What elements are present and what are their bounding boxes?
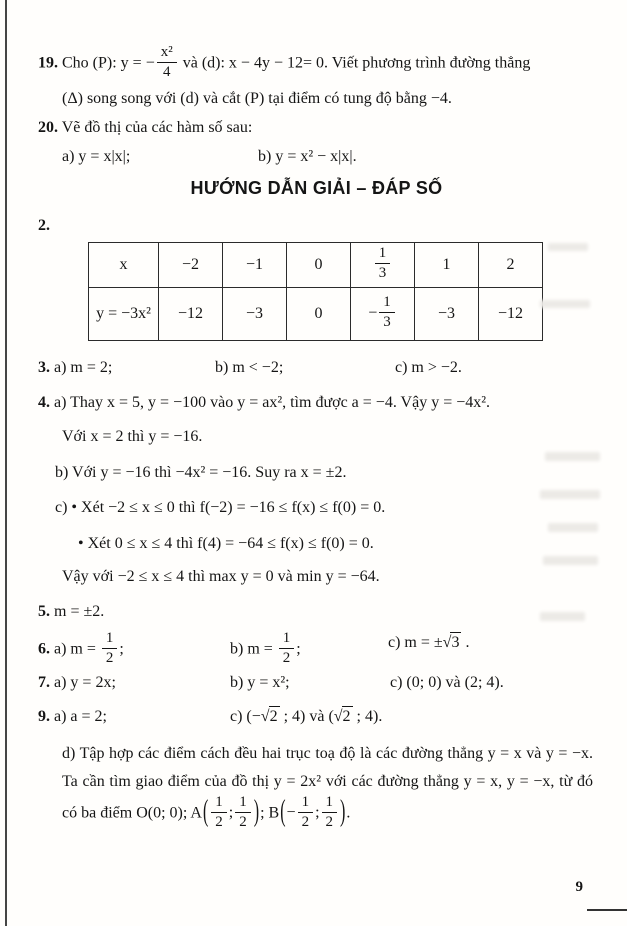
table-cell: 0 [287, 287, 351, 340]
fraction-denominator: 2 [282, 649, 291, 666]
answer-5-text: m = ±2. [54, 603, 105, 621]
answer-7-number: 7. [38, 673, 50, 691]
fraction-one-half [298, 794, 314, 830]
answer-9a-text: a) a = 2; [54, 708, 107, 726]
answer-6-part-b [230, 629, 388, 668]
fraction-denominator: 3 [383, 313, 391, 330]
problem-19-text-post: và (d): x − 4y − 12= 0. Viết phương trình đường thẳng [178, 54, 531, 72]
fraction-denominator: 2 [215, 813, 223, 830]
problem-20-part-a: a) y = x|x|; [62, 147, 131, 165]
minus-sign: − [286, 804, 296, 822]
fraction-numerator: 1 [298, 794, 314, 813]
answer-6b-pre: b) m = [230, 640, 277, 658]
fraction-denominator: 2 [325, 813, 334, 830]
answer-2-number: 2. [38, 217, 50, 235]
answer-4-line-a2: Với x = 2 thì y = −16. [62, 428, 203, 446]
fraction-denominator: 2 [301, 813, 310, 830]
answer-9d-text: d) Tập hợp các điểm cách đều hai trục toạ độ là các đường thẳng y = x và y = −x. Ta cần tìm giao điểm của đồ thị y = 2x² với các đường thẳng y = x, y = −x, từ đó có ba điểm O(0; 0); A [62, 745, 593, 822]
answer-7-part-b: b) y = x²; [230, 673, 290, 691]
fraction-one-half [211, 794, 227, 830]
answer-3-part-b: b) m < −2; [215, 358, 284, 376]
answer-4-line-a [38, 392, 595, 414]
fraction-one-half [235, 794, 251, 830]
answer-9-part-c [230, 706, 595, 728]
big-paren-open: ( [202, 795, 209, 828]
scan-edge-left [5, 0, 7, 926]
table-row-y [89, 287, 543, 340]
table-cell [351, 242, 415, 287]
table-cell [351, 287, 415, 340]
table-cell: −3 [223, 287, 287, 340]
fraction-numerator: x² [157, 44, 177, 63]
big-paren-close: ) [340, 795, 346, 828]
point-A-coordinates [202, 793, 260, 830]
problem-20-line [38, 117, 595, 139]
fraction-numerator: 1 [375, 245, 391, 264]
table-cell: −3 [415, 287, 479, 340]
answer-4-line-c1: c) • Xét −2 ≤ x ≤ 0 thì f(−2) = −16 ≤ f(x) ≤ f(0) = 0. [55, 499, 386, 517]
answer-6-part-a [38, 629, 230, 668]
answer-6-part-c [388, 632, 595, 668]
bleedthrough-artifact [548, 523, 598, 532]
table-cell: −2 [159, 242, 223, 287]
answer-5-number: 5. [38, 603, 50, 621]
answer-3-number: 3. [38, 358, 50, 376]
table-row-x [89, 242, 543, 287]
problem-19-line2: (Δ) song song với (d) và cắt (P) tại điểm có tung độ bằng −4. [62, 90, 452, 107]
bleedthrough-artifact [540, 300, 590, 308]
table-cell: y = −3x² [89, 287, 159, 340]
answer-9c-pre: c) (−√ [230, 708, 270, 726]
problem-20-part-b: b) y = x² − x|x|. [258, 147, 357, 165]
table-cell: x [89, 242, 159, 287]
answer-7a-text: a) y = 2x; [54, 673, 116, 691]
coordinate-separator: ; [315, 804, 320, 822]
bleedthrough-artifact [545, 452, 600, 461]
big-paren-close: ) [253, 795, 260, 828]
answer-4a-text: a) Thay x = 5, y = −100 vào y = ax², tìm được a = −4. Vậy y = −4x². [54, 393, 491, 411]
problem-19-number: 19. [38, 54, 58, 72]
answer-4-line-c3: Vậy với −2 ≤ x ≤ 4 thì max y = 0 và min y = −64. [62, 567, 380, 585]
table-cell: −1 [223, 242, 287, 287]
fraction-numerator: 1 [322, 794, 338, 813]
answer-3 [38, 357, 595, 379]
answer-6a-post: ; [119, 640, 124, 658]
answer-4-line-b: b) Với y = −16 thì −4x² = −16. Suy ra x = ±2. [55, 463, 347, 481]
answer-6c-pre: c) m = ±√ [388, 633, 452, 651]
sqrt-radicand: 2 [269, 708, 278, 726]
answer-7 [38, 672, 595, 694]
minus-sign: − [368, 304, 378, 322]
answer-6a-pre: a) m = [54, 640, 100, 658]
answer-2-label [38, 215, 595, 237]
section-heading: HƯỚNG DẪN GIẢI – ĐÁP SỐ [190, 178, 443, 199]
fraction-denominator: 3 [378, 264, 387, 281]
problem-19-text-pre: Cho (P): y = − [62, 54, 155, 72]
answer-3a-text: a) m = 2; [54, 358, 113, 376]
point-B-coordinates [279, 793, 346, 830]
table-cell: 1 [415, 242, 479, 287]
fraction-one-half [102, 630, 118, 666]
problem-20-number: 20. [38, 119, 58, 137]
bleedthrough-artifact [540, 612, 585, 621]
answer-7-part-c: c) (0; 0) và (2; 4). [390, 673, 504, 691]
fraction-numerator: 1 [379, 294, 395, 313]
answer-6c-post: . [461, 633, 470, 651]
sqrt-radicand: 2 [342, 708, 351, 726]
fraction-numerator: 1 [279, 630, 295, 649]
answer-3-part-c: c) m > −2. [395, 358, 462, 376]
fraction-one-half [322, 794, 338, 830]
page-number: 9 [575, 879, 583, 895]
answer-4-line-c2: • Xét 0 ≤ x ≤ 4 thì f(4) = −64 ≤ f(x) ≤ f(0) = 0. [78, 534, 374, 552]
answer-6-number: 6. [38, 640, 50, 658]
answer-9d-end: . [346, 804, 351, 822]
coordinate-separator: ; [228, 804, 234, 822]
fraction-denominator: 2 [239, 813, 247, 830]
table-cell: −12 [479, 287, 543, 340]
problem-20-text: Vẽ đồ thị của các hàm số sau: [61, 119, 253, 137]
fraction-one-third [375, 245, 391, 281]
table-cell: −12 [159, 287, 223, 340]
answer-4-number: 4. [38, 393, 50, 411]
problem-20-parts [62, 146, 595, 168]
bleedthrough-artifact [548, 243, 588, 251]
answer-9d-between: ; B [260, 804, 280, 822]
answer-6 [38, 629, 595, 668]
big-paren-open: ( [280, 795, 286, 828]
problem-19-line1 [38, 46, 595, 82]
table-cell: 0 [287, 242, 351, 287]
answer-5 [38, 601, 595, 623]
fraction-numerator: 1 [211, 794, 227, 813]
answer-9c-mid: ; 4) và (√ [279, 708, 343, 726]
answer-9-part-a [38, 706, 230, 728]
fraction-numerator: 1 [102, 630, 118, 649]
answer-2-table [88, 242, 543, 341]
bleedthrough-artifact [540, 490, 600, 499]
answer-7-part-a [38, 672, 230, 694]
answer-9-line1 [38, 706, 595, 728]
answer-3-part-a [38, 357, 215, 379]
fraction-denominator: 4 [162, 64, 171, 80]
fraction-x2-over-4 [157, 44, 177, 80]
fraction-numerator: 1 [235, 794, 251, 813]
answer-9c-post: ; 4). [352, 708, 383, 726]
fraction-minus-one-third [379, 294, 395, 330]
scan-mark-bottom-right [587, 909, 627, 911]
fraction-one-half [279, 630, 295, 666]
answer-9-part-d [62, 740, 593, 831]
sqrt-radicand: 3 [451, 633, 460, 651]
answer-6b-post: ; [296, 640, 301, 658]
table-cell: 2 [479, 242, 543, 287]
fraction-denominator: 2 [105, 649, 114, 666]
answer-9-number: 9. [38, 708, 50, 726]
bleedthrough-artifact [543, 556, 598, 565]
